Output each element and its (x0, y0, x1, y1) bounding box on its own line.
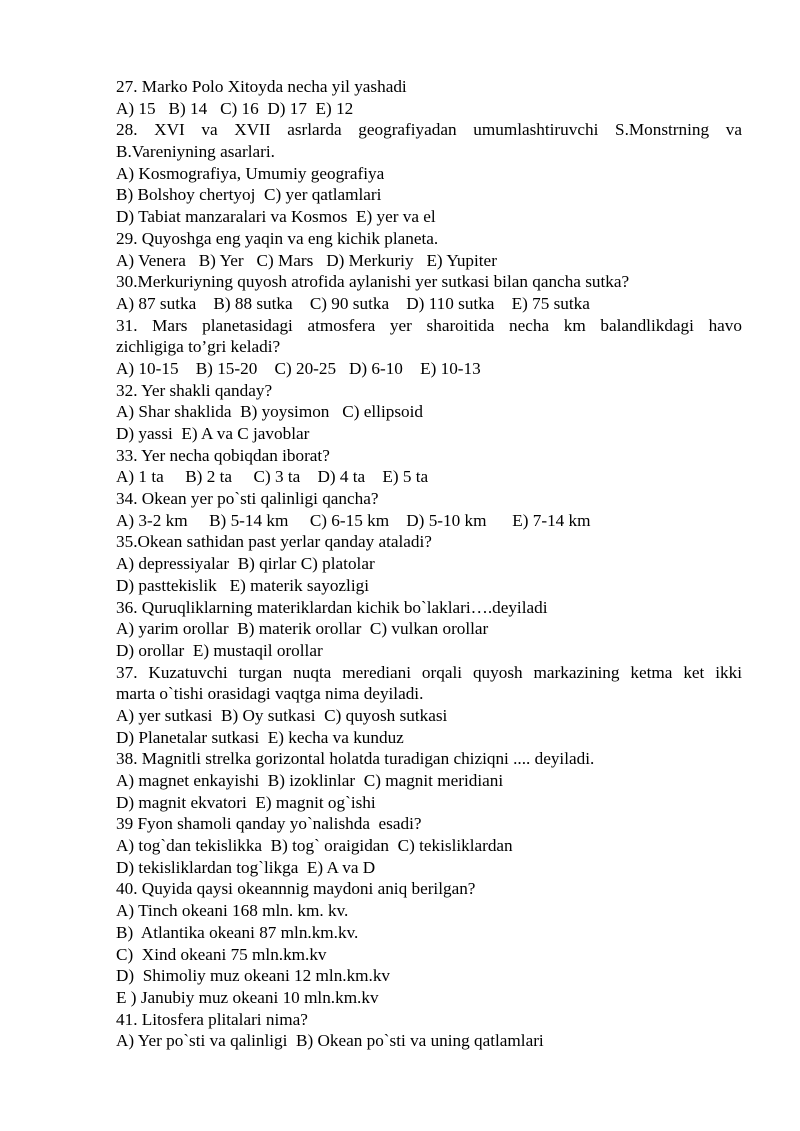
text-line: zichligiga to’gri keladi? (116, 337, 281, 357)
text-line: D) pasttekislik E) materik sayozligi (116, 575, 369, 595)
text-line: E ) Janubiy muz okeani 10 mln.km.kv (116, 987, 379, 1007)
text-line: D) Planetalar sutkasi E) kecha va kunduz (116, 727, 404, 747)
text-line: 27. Marko Polo Xitoyda necha yil yashadi (116, 77, 407, 96)
text-line: A) Kosmografiya, Umumiy geografiya (116, 163, 385, 183)
text-line: 38. Magnitli strelka gorizontal holatda turadigan chiziqni .... deyiladi. (116, 749, 595, 769)
text-line: D) yassi E) A va C javoblar (116, 424, 310, 443)
text-line: D) tekisliklardan tog`likga E) A va D (116, 857, 376, 877)
document-page (116, 76, 742, 1052)
text-line: A) Shar shaklida B) yoysimon C) ellipsoid (116, 402, 423, 422)
text-line: 31. Mars planetasidagi atmosfera yer sharoitida necha km balandlikdagi havo (116, 315, 742, 335)
text-line: A) yarim orollar B) materik orollar C) vulkan orollar (116, 619, 489, 639)
text-line: A) 3-2 km B) 5-14 km C) 6-15 km D) 5-10 km E) 7-14 km (116, 510, 591, 530)
text-line: 41. Litosfera plitalari nima? (116, 1009, 308, 1029)
text-line: 37. Kuzatuvchi turgan nuqta merediani orqali quyosh markazining ketma ket ikki (116, 662, 742, 682)
text-line: A) tog`dan tekislikka B) tog` oraigidan C) tekisliklardan (116, 836, 513, 856)
text-line: D) magnit ekvatori E) magnit og`ishi (116, 792, 376, 812)
text-line: 29. Quyoshga eng yaqin va eng kichik planeta. (116, 228, 439, 248)
text-line: D) Shimoliy muz okeani 12 mln.km.kv (116, 966, 391, 986)
text-line: 30.Merkuriyning quyosh atrofida aylanishi yer sutkasi bilan qancha sutka? (116, 272, 630, 292)
text-line: 36. Quruqliklarning materiklardan kichik bo`laklari….deyiladi (116, 597, 548, 617)
text-line: A) 87 sutka B) 88 sutka C) 90 sutka D) 110 sutka E) 75 sutka (116, 293, 590, 313)
text-line: B) Bolshoy chertyoj C) yer qatlamlari (116, 185, 382, 205)
text-line: A) yer sutkasi B) Oy sutkasi C) quyosh sutkasi (116, 705, 448, 725)
text-line: 40. Quyida qaysi okeannnig maydoni aniq berilgan? (116, 879, 476, 899)
text-line: 28. XVI va XVII asrlarda geografiyadan umumlashtiruvchi S.Monstrning va (116, 120, 742, 140)
text-line: 35.Okean sathidan past yerlar qanday ataladi? (116, 532, 432, 552)
text-line: A) Venera B) Yer C) Mars D) Merkuriy E) Yupiter (116, 250, 497, 270)
text-line: D) Tabiat manzaralari va Kosmos E) yer va el (116, 207, 436, 227)
text-line: 32. Yer shakli qanday? (116, 380, 273, 400)
text-line: C) Xind okeani 75 mln.km.kv (116, 944, 327, 964)
text-line: 33. Yer necha qobiqdan iborat? (116, 445, 330, 465)
text-line: A) Yer po`sti va qalinligi B) Okean po`sti va uning qatlamlari (116, 1031, 544, 1051)
text-line: A) Tinch okeani 168 mln. km. kv. (116, 901, 349, 921)
text-line: D) orollar E) mustaqil orollar (116, 640, 323, 660)
text-line: B) Atlantika okeani 87 mln.km.kv. (116, 922, 359, 942)
text-line: A) magnet enkayishi B) izoklinlar C) magnit meridiani (116, 771, 504, 790)
text-line: marta o`tishi orasidagi vaqtga nima deyiladi. (116, 684, 424, 704)
text-line: B.Vareniyning asarlari. (116, 142, 275, 162)
text-line: 34. Okean yer po`sti qalinligi qancha? (116, 489, 379, 509)
text-line: A) depressiyalar B) qirlar C) platolar (116, 554, 375, 574)
text-line: 39 Fyon shamoli qanday yo`nalishda esadi? (116, 814, 422, 834)
text-line: A) 15 B) 14 C) 16 D) 17 E) 12 (116, 98, 354, 118)
text-line: A) 1 ta B) 2 ta C) 3 ta D) 4 ta E) 5 ta (116, 467, 429, 487)
text-line: A) 10-15 B) 15-20 C) 20-25 D) 6-10 E) 10-13 (116, 358, 481, 378)
